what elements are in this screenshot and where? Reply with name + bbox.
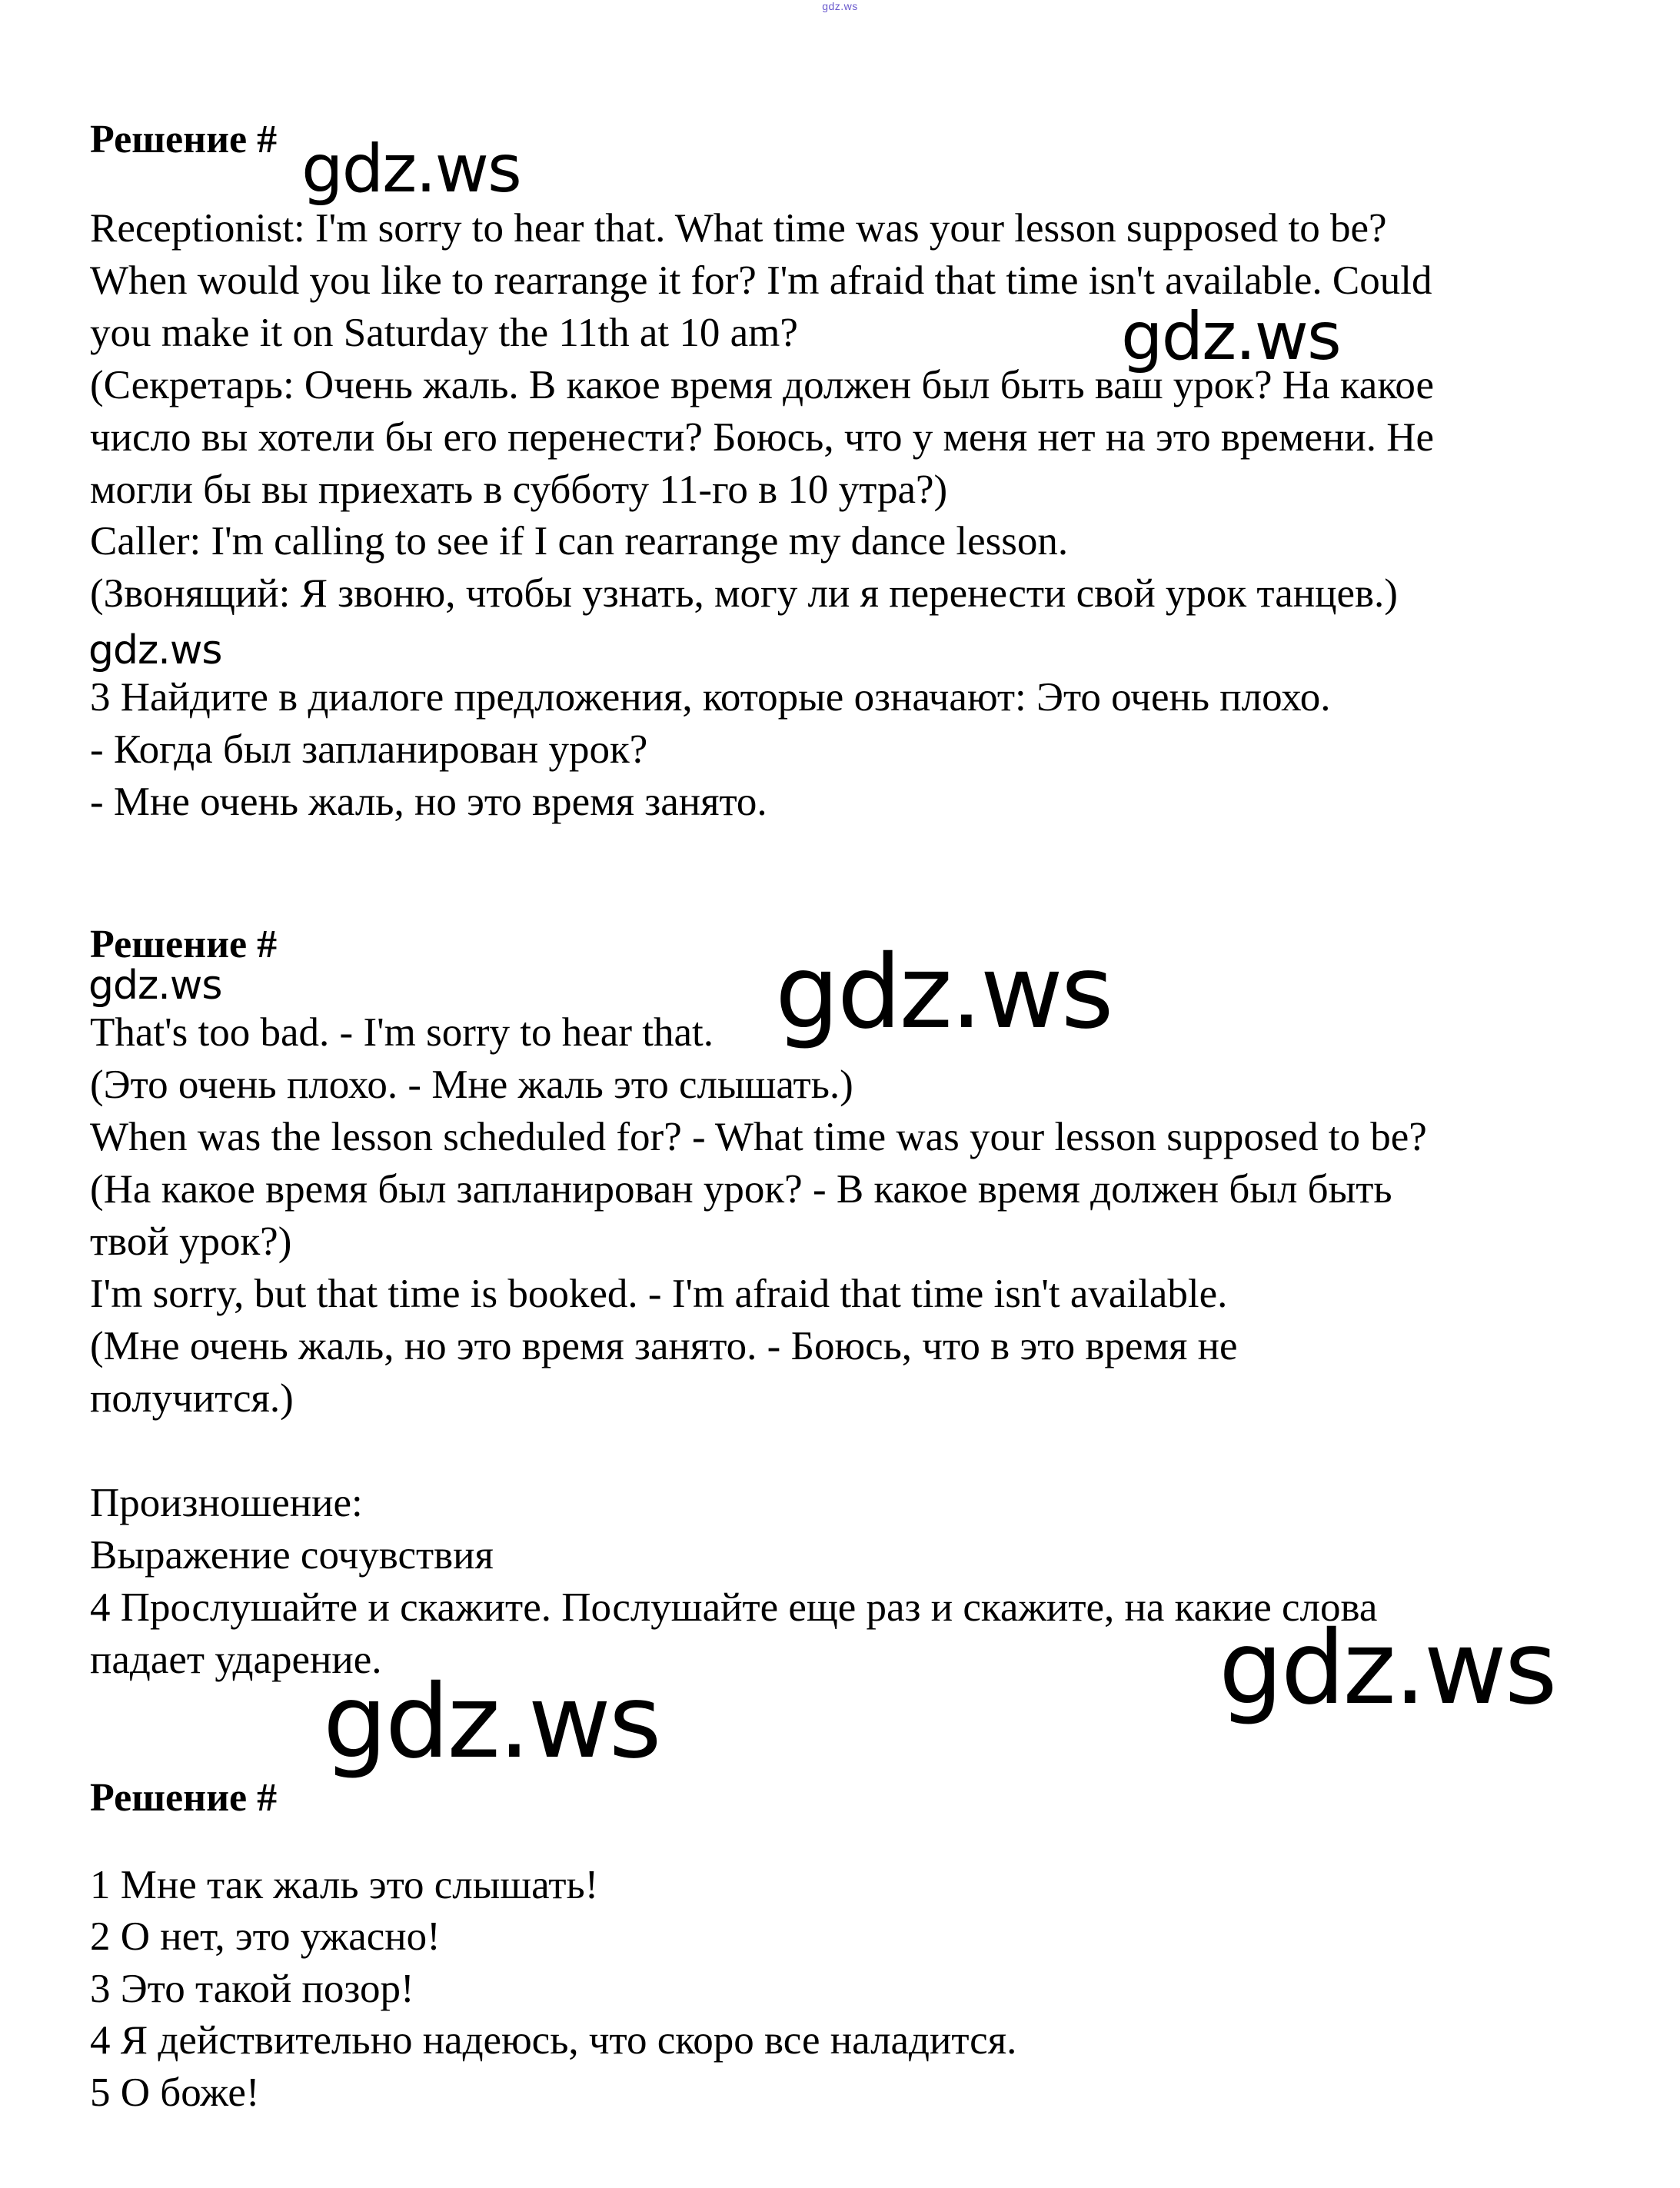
section2-line-8: получится.) xyxy=(90,1376,294,1421)
watermark: gdz.ws xyxy=(88,963,222,1009)
watermark: gdz.ws xyxy=(323,1663,660,1781)
header-site-mark: gdz.ws xyxy=(822,0,858,12)
section2-line-6: I'm sorry, but that time is booked. - I'm afraid that time isn't available. xyxy=(90,1272,1228,1316)
watermark: gdz.ws xyxy=(88,627,222,673)
watermark: gdz.ws xyxy=(1219,1609,1555,1727)
section3-line-2: 2 О нет, это ужасно! xyxy=(90,1914,441,1959)
section3-line-1: 1 Мне так жаль это слышать! xyxy=(90,1863,599,1907)
section1-line-8: (Звонящий: Я звоню, чтобы узнать, могу ли я перенести свой урок танцев.) xyxy=(90,571,1398,616)
task3-line-1: 3 Найдите в диалоге предложения, которые означают: Это очень плохо. xyxy=(90,675,1331,720)
task3-line-2: - Когда был запланирован урок? xyxy=(90,727,648,772)
watermark: gdz.ws xyxy=(301,131,521,208)
pronunciation-line-4: падает ударение. xyxy=(90,1638,382,1682)
section3-line-5: 5 О боже! xyxy=(90,2070,260,2115)
section1-line-3: you make it on Saturday the 11th at 10 am? xyxy=(90,311,798,355)
watermark: gdz.ws xyxy=(1121,298,1340,375)
pronunciation-line-2: Выражение сочувствия xyxy=(90,1533,494,1578)
section1-line-1: Receptionist: I'm sorry to hear that. What time was your lesson supposed to be? xyxy=(90,206,1387,251)
solution-heading-1: Решение # xyxy=(90,118,278,161)
section1-line-6: могли бы вы приехать в субботу 11-го в 10 утра?) xyxy=(90,467,948,512)
section2-line-2: (Это очень плохо. - Мне жаль это слышать.) xyxy=(90,1062,853,1107)
section2-line-3: When was the lesson scheduled for? - What time was your lesson supposed to be? xyxy=(90,1115,1427,1159)
section3-line-3: 3 Это такой позор! xyxy=(90,1967,414,2011)
solution-heading-2: Решение # xyxy=(90,923,278,966)
section1-line-7: Caller: I'm calling to see if I can rearrange my dance lesson. xyxy=(90,519,1069,564)
section2-line-5: твой урок?) xyxy=(90,1219,292,1264)
pronunciation-line-3: 4 Прослушайте и скажите. Послушайте еще раз и скажите, на какие слова xyxy=(90,1585,1378,1630)
task3-line-3: - Мне очень жаль, но это время занято. xyxy=(90,780,767,824)
section1-line-4: (Секретарь: Очень жаль. В какое время должен был быть ваш урок? На какое xyxy=(90,363,1435,407)
section2-line-4: (На какое время был запланирован урок? - В какое время должен был быть xyxy=(90,1167,1392,1212)
section1-line-2: When would you like to rearrange it for? I'm afraid that time isn't available. Could xyxy=(90,258,1432,303)
section1-line-5: число вы хотели бы его перенести? Боюсь, что у меня нет на это времени. Не xyxy=(90,415,1435,460)
pronunciation-line-1: Произношение: xyxy=(90,1481,363,1525)
solution-heading-3: Решение # xyxy=(90,1776,278,1820)
section2-line-1: That's too bad. - I'm sorry to hear that. xyxy=(90,1010,714,1055)
section2-line-7: (Мне очень жаль, но это время занято. - Боюсь, что в это время не xyxy=(90,1324,1238,1368)
section3-line-4: 4 Я действительно надеюсь, что скоро все наладится. xyxy=(90,2018,1017,2063)
watermark: gdz.ws xyxy=(775,933,1112,1052)
